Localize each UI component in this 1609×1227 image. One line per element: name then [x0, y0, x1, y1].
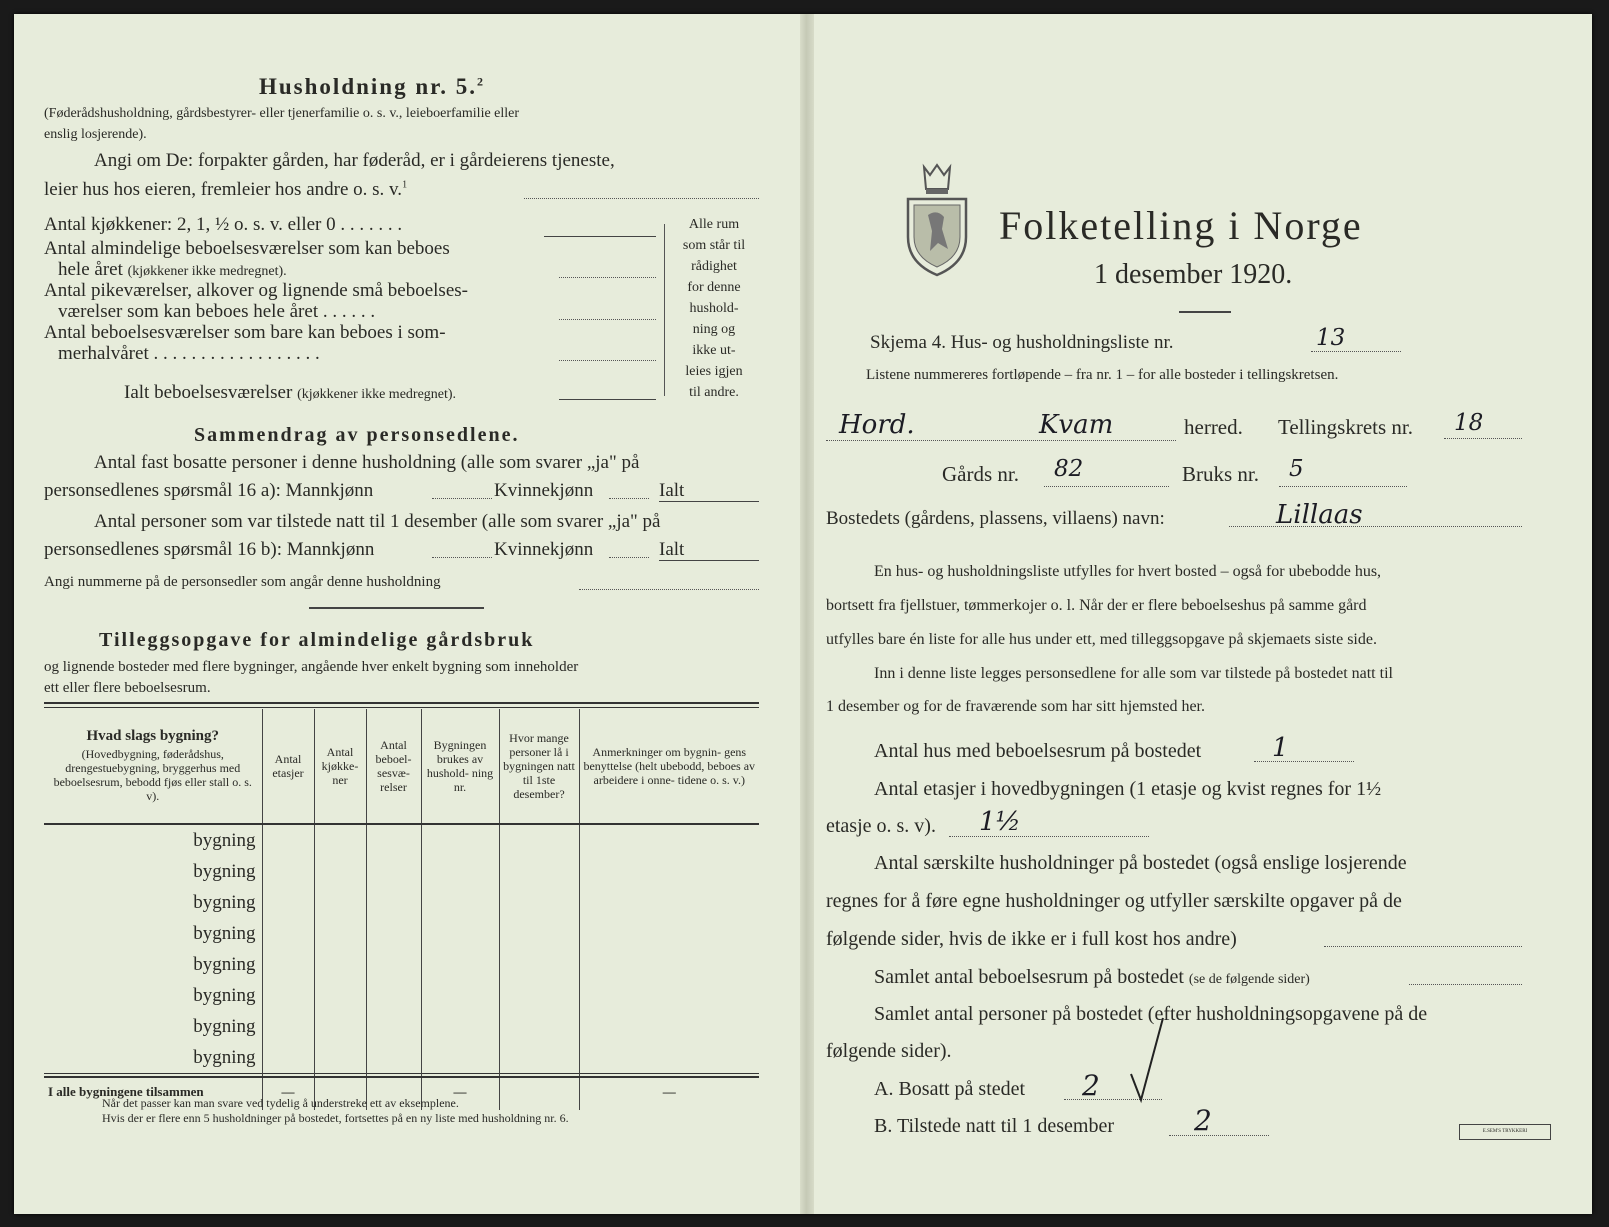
- household-title: Husholdning nr. 5.$^2$: [259, 74, 485, 99]
- supplement-text-2: ett eller flere beboelsesrum.: [44, 680, 211, 696]
- gards-field[interactable]: [1044, 486, 1169, 487]
- question-line-1: Angi om De: forpakter gården, har føderåd, er i gårdeierens tjeneste,: [94, 150, 615, 171]
- rooms-note: Alle rum som står til rådighet for denne hushold- ning og ikke ut- leies igjen til andre.: [682, 217, 746, 400]
- row-label: bygning: [44, 856, 262, 887]
- q-etasjer-1: Antal etasjer i hovedbygningen (1 etasje og kvist regnes for 1½: [874, 778, 1382, 800]
- bosted-value: Lillaas: [1276, 500, 1363, 530]
- instruction-1: En hus- og husholdningsliste utfylles for hvert bosted – også for ubebodde hus,: [874, 563, 1382, 580]
- summary-total-2: Ialt: [659, 539, 685, 560]
- row-label: bygning: [44, 1042, 262, 1074]
- table-row[interactable]: [44, 887, 759, 918]
- rooms-total: Ialt beboelsesværelser (kjøkkener ikke medregnet).: [124, 382, 457, 403]
- instruction-4: Inn i denne liste legges personsedlene for alle som var tilstede på bostedet natt til: [874, 665, 1393, 682]
- summary-total-1: Ialt: [659, 480, 685, 501]
- question-line-2: leier hus hos eieren, fremleier hos andre o. s. v.$^1$: [44, 179, 408, 200]
- printer-stamp: E.SEM'S TRYKKERI: [1459, 1124, 1551, 1140]
- intro-line-1: (Føderådshusholdning, gårdsbestyrer- eller tjenerfamilie o. s. v., leieboerfamilie eller: [44, 106, 520, 121]
- fast-total-field[interactable]: [659, 501, 759, 502]
- schema-label: Skjema 4. Hus- og husholdningsliste nr.: [870, 332, 1174, 353]
- q-hus: Antal hus med beboelsesrum på bostedet: [874, 740, 1202, 762]
- present-women-field[interactable]: [609, 557, 649, 558]
- tilstede-field[interactable]: [1169, 1135, 1269, 1136]
- kitchens-field[interactable]: [544, 236, 656, 237]
- schema-note: Listene nummereres fortløpende – fra nr. 1 – for alle bosteder i tellingskretsen.: [866, 367, 1339, 383]
- q-hush-3: følgende sider, hvis de ikke er i full kost hos andre): [826, 928, 1237, 950]
- table-bottom-rule: [44, 1076, 759, 1078]
- rooms-maids: Antal pikeværelser, alkover og lignende små beboelses-: [44, 280, 468, 301]
- numbers-field[interactable]: [579, 589, 759, 590]
- bosted-field[interactable]: [1229, 526, 1522, 527]
- total-rooms-field[interactable]: [559, 399, 656, 400]
- header-kitchens: Antal kjøkke- ner: [314, 709, 366, 824]
- municipality-value: Kvam: [1039, 410, 1114, 440]
- q-rum: Samlet antal beboelsesrum på bostedet (se de følgende sider): [874, 966, 1310, 988]
- total-household: —: [421, 1074, 499, 1111]
- q-etasjer-2: etasje o. s. v).: [826, 815, 936, 837]
- coat-of-arms-icon: [902, 159, 972, 279]
- summer-rooms-field[interactable]: [559, 360, 656, 361]
- summary-line-2: personsedlenes spørsmål 16 a): Mannkjønn: [44, 480, 374, 501]
- instruction-3: utfylles bare én liste for alle hus under ett, med tilleggsopgave på skjemaets siste side.: [826, 631, 1377, 648]
- row-label: bygning: [44, 918, 262, 949]
- supplement-title: Tilleggsopgave for almindelige gårdsbruk: [99, 629, 535, 651]
- table-top-rule: [44, 702, 759, 704]
- table-row[interactable]: [44, 949, 759, 980]
- header-persons: Hvor mange personer lå i bygningen natt til 1ste desember?: [499, 709, 579, 824]
- etasjer-field[interactable]: [949, 836, 1149, 837]
- table-row[interactable]: [44, 824, 759, 856]
- gards-value: 82: [1054, 456, 1084, 482]
- hus-field[interactable]: [1254, 761, 1354, 762]
- table-top-rule-2: [44, 707, 759, 708]
- bosted-label: Bostedets (gårdens, plassens, villaens) navn:: [826, 508, 1165, 529]
- rooms-ordinary-2: hele året (kjøkkener ikke medregnet).: [58, 259, 287, 280]
- county-value: Hord.: [839, 410, 915, 440]
- krets-value: 18: [1454, 410, 1484, 436]
- rooms-ordinary: Antal almindelige beboelsesværelser som kan beboes: [44, 238, 450, 259]
- summary-women-2: Kvinnekjønn: [494, 539, 594, 560]
- table-row[interactable]: [44, 1042, 759, 1074]
- maid-rooms-field[interactable]: [559, 319, 656, 320]
- row-label: bygning: [44, 980, 262, 1011]
- bruks-label: Bruks nr.: [1182, 462, 1260, 486]
- footnote-2: Hvis der er flere enn 5 husholdninger på bostedet, fortsettes på en ny liste med husholdning nr. 6.: [102, 1111, 569, 1125]
- header-rooms: Antal beboel- sesvæ- relser: [366, 709, 421, 824]
- header-household: Bygningen brukes av hushold- ning nr.: [421, 709, 499, 824]
- a-hus: 1: [1272, 733, 1289, 763]
- row-label: bygning: [44, 887, 262, 918]
- title-rule: [1179, 311, 1231, 313]
- q-pers-2: følgende sider).: [826, 1040, 952, 1062]
- summary-line-4: personsedlenes spørsmål 16 b): Mannkjønn: [44, 539, 375, 560]
- schema-nr-field[interactable]: [1311, 351, 1401, 352]
- rooms-kitchens: Antal kjøkkener: 2, 1, ½ o. s. v. eller 0 . . . . . . .: [44, 214, 403, 235]
- instruction-5: 1 desember og for de fraværende som har sitt hjemsted her.: [826, 698, 1205, 715]
- supplement-text-1: og lignende bosteder med flere bygninger, angående hver enkelt bygning som inneholder: [44, 659, 579, 675]
- summary-women-1: Kvinnekjønn: [494, 480, 594, 501]
- total-remarks: —: [579, 1074, 759, 1111]
- a-value: 2: [1082, 1069, 1100, 1102]
- county-field[interactable]: [826, 440, 1176, 441]
- row-label: bygning: [44, 1011, 262, 1042]
- fast-women-field[interactable]: [609, 498, 649, 499]
- census-sheet: [14, 14, 1592, 1214]
- ordinary-rooms-field[interactable]: [559, 277, 656, 278]
- b-value: 2: [1194, 1104, 1212, 1137]
- divider: [309, 607, 484, 609]
- gards-label: Gårds nr.: [942, 462, 1019, 486]
- krets-field[interactable]: [1444, 438, 1522, 439]
- summary-title: Sammendrag av personsedlene.: [194, 424, 520, 446]
- schema-nr-value: 13: [1316, 325, 1346, 351]
- herred-label: herred.: [1184, 415, 1243, 439]
- census-title: Folketelling i Norge: [999, 203, 1363, 248]
- bruks-value: 5: [1289, 456, 1304, 482]
- a-label: A. Bosatt på stedet: [874, 1078, 1026, 1100]
- summary-line-1: Antal fast bosatte personer i denne husholdning (alle som svarer „ja" på: [94, 452, 640, 473]
- krets-label: Tellingskrets nr.: [1278, 415, 1414, 439]
- q-hush-1: Antal særskilte husholdninger på bostedet (også enslige losjerende: [874, 852, 1407, 874]
- q-pers-1: Samlet antal personer på bostedet (efter husholdningsopgavene på de: [874, 1003, 1428, 1025]
- rum-field[interactable]: [1409, 984, 1522, 985]
- header-building-type: Hvad slags bygning? (Hovedbygning, føderådshus, drengestuebygning, bryggerhus med beboelsesrum, bebodd fjøs eller stall o. s. v).: [44, 709, 262, 824]
- rooms-summer: Antal beboelsesværelser som bare kan beboes i som-: [44, 322, 446, 343]
- table-row[interactable]: [44, 918, 759, 949]
- table-row[interactable]: [44, 1011, 759, 1042]
- bruks-field[interactable]: [1279, 486, 1407, 487]
- numbers-label: Angi nummerne på de personsedler som angår denne husholdning: [44, 574, 441, 590]
- present-men-field[interactable]: [432, 557, 492, 558]
- b-label: B. Tilstede natt til 1 desember: [874, 1115, 1114, 1137]
- page-fold: [800, 14, 814, 1214]
- rooms-maids-2: værelser som kan beboes hele året . . . . . .: [58, 301, 376, 322]
- footnote-1: Når det passer kan man svare ved tydelig å understreke ett av eksemplene.: [102, 1096, 459, 1110]
- census-date: 1 desember 1920.: [1094, 259, 1293, 290]
- row-label: bygning: [44, 824, 262, 856]
- q-hush-2: regnes for å føre egne husholdninger og utfyller særskilte opgaver på de: [826, 890, 1402, 912]
- summary-line-3: Antal personer som var tilstede natt til 1 desember (alle som svarer „ja" på: [94, 511, 661, 532]
- intro-line-2: enslig losjerende).: [44, 127, 147, 142]
- header-floors: Antal etasjer: [262, 709, 314, 824]
- brace-line: [664, 224, 665, 396]
- fast-men-field[interactable]: [432, 498, 492, 499]
- row-label: bygning: [44, 949, 262, 980]
- a-etasjer: 1½: [979, 807, 1021, 837]
- table-row[interactable]: [44, 980, 759, 1011]
- question-answer-line[interactable]: [524, 198, 759, 199]
- rooms-summer-2: merhalvåret . . . . . . . . . . . . . . . . . .: [58, 343, 320, 364]
- total-label: I alle bygningene tilsammen: [44, 1074, 262, 1111]
- present-total-field[interactable]: [659, 560, 759, 561]
- table-row[interactable]: [44, 856, 759, 887]
- total-floors: —: [262, 1074, 314, 1111]
- header-remarks: Anmerkninger om bygnin- gens benyttelse (helt ubebodd, beboes av arbeidere i onne- tidene o. s. v.): [579, 709, 759, 824]
- table-header: [44, 709, 759, 824]
- instruction-2: bortsett fra fjellstuer, tømmerkojer o. l. Når der er flere beboelseshus på samme gård: [826, 597, 1367, 614]
- hush-field[interactable]: [1324, 946, 1522, 947]
- buildings-table: [44, 709, 759, 1110]
- check-mark-icon: [1127, 1014, 1167, 1104]
